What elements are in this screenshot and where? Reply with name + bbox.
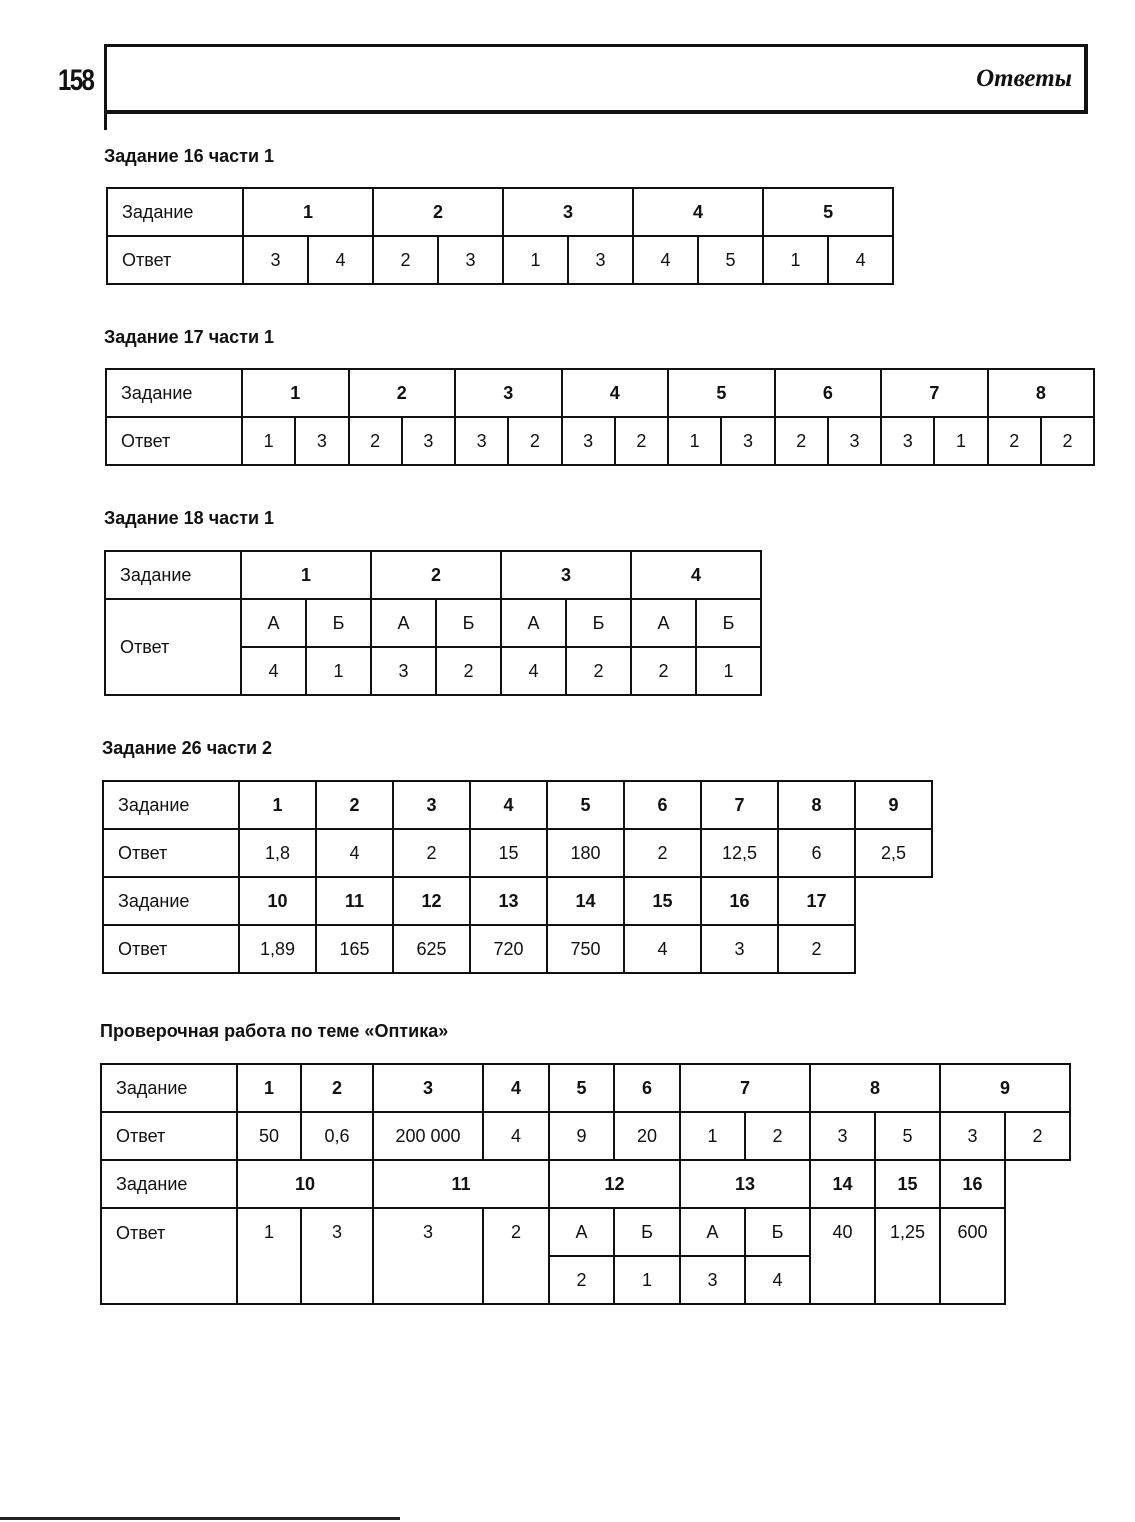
answer-cell: 3 xyxy=(680,1256,745,1304)
page-header xyxy=(104,44,1088,114)
answer-cell: 4 xyxy=(316,829,393,877)
answer-cell: 2 xyxy=(549,1256,614,1304)
row-label-task: Задание xyxy=(107,188,243,236)
answer-cell: 3 xyxy=(721,417,774,465)
answer-cell: 2 xyxy=(745,1112,810,1160)
letter-cell: Б xyxy=(306,599,371,647)
answer-cell: 3 xyxy=(371,647,436,695)
table-row xyxy=(106,369,1094,417)
row-label-answer: Ответ xyxy=(101,1208,237,1256)
letter-cell: Б xyxy=(696,599,761,647)
task-number: 6 xyxy=(614,1064,680,1112)
answer-cell: 2 xyxy=(349,417,402,465)
letter-cell: Б xyxy=(566,599,631,647)
task-number: 11 xyxy=(316,877,393,925)
task-number: 4 xyxy=(483,1064,549,1112)
answer-cell: 2 xyxy=(631,647,696,695)
answer-cell: 3 xyxy=(295,417,348,465)
task-number: 7 xyxy=(701,781,778,829)
answer-table-18 xyxy=(104,550,762,696)
answer-cell: 4 xyxy=(633,236,698,284)
task-number: 10 xyxy=(237,1160,373,1208)
task-number: 3 xyxy=(393,781,470,829)
answer-cell: 5 xyxy=(698,236,763,284)
row-label-answer: Ответ xyxy=(103,925,239,973)
answer-cell: 1 xyxy=(934,417,987,465)
task-number: 16 xyxy=(940,1160,1005,1208)
task-number: 1 xyxy=(241,551,371,599)
answer-cell: 3 xyxy=(881,417,934,465)
answer-table-16 xyxy=(106,187,894,285)
answer-cell: 4 xyxy=(308,236,373,284)
row-label-task: Задание xyxy=(103,877,239,925)
table-row xyxy=(103,829,932,877)
empty-cell xyxy=(301,1256,373,1304)
answer-cell: 2,5 xyxy=(855,829,932,877)
empty-cell xyxy=(855,877,932,925)
answer-cell: 4 xyxy=(624,925,701,973)
answer-cell: 2 xyxy=(778,925,855,973)
answer-cell: 2 xyxy=(508,417,561,465)
table-row xyxy=(101,1112,1070,1160)
answer-cell: 3 xyxy=(562,417,615,465)
empty-cell xyxy=(940,1256,1005,1304)
letter-cell: А xyxy=(371,599,436,647)
empty-cell xyxy=(1005,1208,1070,1256)
task-number: 5 xyxy=(668,369,775,417)
answer-cell: 2 xyxy=(373,236,438,284)
row-label-answer: Ответ xyxy=(101,1112,237,1160)
answer-cell: 3 xyxy=(701,925,778,973)
task-number: 5 xyxy=(547,781,624,829)
task-number: 5 xyxy=(549,1064,614,1112)
task-number: 2 xyxy=(371,551,501,599)
task-number: 16 xyxy=(701,877,778,925)
answer-cell: 2 xyxy=(566,647,631,695)
table-row xyxy=(101,1160,1070,1208)
letter-cell: Б xyxy=(745,1208,810,1256)
answer-cell: 180 xyxy=(547,829,624,877)
task-number: 7 xyxy=(881,369,988,417)
answer-cell: 2 xyxy=(1005,1112,1070,1160)
empty-cell xyxy=(1005,1256,1070,1304)
answer-cell: 2 xyxy=(988,417,1041,465)
empty-cell xyxy=(237,1256,301,1304)
answer-cell: 3 xyxy=(455,417,508,465)
task-number: 3 xyxy=(373,1064,483,1112)
task-number: 1 xyxy=(239,781,316,829)
table-row xyxy=(101,1064,1070,1112)
table-row xyxy=(105,599,761,647)
answer-cell: 3 xyxy=(568,236,633,284)
task-number: 2 xyxy=(349,369,456,417)
answer-cell: 600 xyxy=(940,1208,1005,1256)
table-row xyxy=(107,188,893,236)
answer-cell: 165 xyxy=(316,925,393,973)
header-title: Ответы xyxy=(976,65,1072,92)
table-row xyxy=(103,925,932,973)
task-number: 3 xyxy=(501,551,631,599)
row-label-task: Задание xyxy=(101,1064,237,1112)
answer-cell: 3 xyxy=(438,236,503,284)
answer-cell: 2 xyxy=(483,1208,549,1256)
answer-cell: 3 xyxy=(301,1208,373,1256)
answer-cell: 1,89 xyxy=(239,925,316,973)
answer-cell: 1,8 xyxy=(239,829,316,877)
empty-cell xyxy=(101,1256,237,1304)
empty-cell xyxy=(810,1256,875,1304)
header-divider xyxy=(104,112,107,130)
row-label-answer: Ответ xyxy=(107,236,243,284)
answer-cell: 3 xyxy=(810,1112,875,1160)
row-label-task: Задание xyxy=(101,1160,237,1208)
answer-cell: 1,25 xyxy=(875,1208,940,1256)
answer-cell: 15 xyxy=(470,829,547,877)
answer-cell: 1 xyxy=(242,417,295,465)
answer-cell: 1 xyxy=(614,1256,680,1304)
task-number: 9 xyxy=(855,781,932,829)
empty-cell xyxy=(483,1256,549,1304)
task-number: 2 xyxy=(316,781,393,829)
answer-cell: 9 xyxy=(549,1112,614,1160)
task-number: 1 xyxy=(242,369,349,417)
task-number: 4 xyxy=(633,188,763,236)
task-number: 13 xyxy=(680,1160,810,1208)
answer-cell: 720 xyxy=(470,925,547,973)
task-number: 4 xyxy=(470,781,547,829)
answer-cell: 4 xyxy=(483,1112,549,1160)
task-number: 4 xyxy=(562,369,669,417)
table-row xyxy=(103,877,932,925)
task-number: 15 xyxy=(624,877,701,925)
table-row xyxy=(107,236,893,284)
page-number: 158 xyxy=(58,64,94,97)
letter-cell: Б xyxy=(614,1208,680,1256)
answer-cell: 1 xyxy=(696,647,761,695)
task-number: 13 xyxy=(470,877,547,925)
row-label-answer: Ответ xyxy=(106,417,242,465)
answer-cell: 2 xyxy=(436,647,501,695)
answer-cell: 6 xyxy=(778,829,855,877)
row-label-task: Задание xyxy=(105,551,241,599)
task-number: 6 xyxy=(624,781,701,829)
section-title-26: Задание 26 части 2 xyxy=(102,738,273,758)
answer-cell: 2 xyxy=(775,417,828,465)
answer-cell: 1 xyxy=(763,236,828,284)
letter-cell: А xyxy=(631,599,696,647)
task-number: 8 xyxy=(988,369,1095,417)
task-number: 10 xyxy=(239,877,316,925)
task-number: 14 xyxy=(810,1160,875,1208)
table-row xyxy=(101,1208,1070,1256)
task-number: 15 xyxy=(875,1160,940,1208)
task-number: 1 xyxy=(237,1064,301,1112)
answer-cell: 4 xyxy=(501,647,566,695)
answer-table-17 xyxy=(105,368,1095,466)
row-label-task: Задание xyxy=(106,369,242,417)
answer-cell: 0,6 xyxy=(301,1112,373,1160)
task-number: 8 xyxy=(778,781,855,829)
row-label-task: Задание xyxy=(103,781,239,829)
answer-cell: 1 xyxy=(503,236,568,284)
task-number: 3 xyxy=(455,369,562,417)
answer-cell: 3 xyxy=(828,417,881,465)
answer-cell: 20 xyxy=(614,1112,680,1160)
answer-cell: 1 xyxy=(306,647,371,695)
empty-cell xyxy=(875,1256,940,1304)
answer-cell: 3 xyxy=(940,1112,1005,1160)
task-number: 17 xyxy=(778,877,855,925)
answer-cell: 2 xyxy=(393,829,470,877)
letter-cell: А xyxy=(680,1208,745,1256)
row-label-answer: Ответ xyxy=(103,829,239,877)
answer-cell: 2 xyxy=(615,417,668,465)
answer-cell: 200 000 xyxy=(373,1112,483,1160)
empty-cell xyxy=(855,925,932,973)
answer-cell: 5 xyxy=(875,1112,940,1160)
answer-cell: 12,5 xyxy=(701,829,778,877)
task-number: 7 xyxy=(680,1064,810,1112)
task-number: 8 xyxy=(810,1064,940,1112)
answer-cell: 750 xyxy=(547,925,624,973)
letter-cell: Б xyxy=(436,599,501,647)
answer-cell: 4 xyxy=(745,1256,810,1304)
answer-cell: 3 xyxy=(402,417,455,465)
task-number: 12 xyxy=(393,877,470,925)
letter-cell: А xyxy=(501,599,566,647)
letter-cell: А xyxy=(241,599,306,647)
answer-table-optics xyxy=(100,1063,1071,1305)
row-label-answer: Ответ xyxy=(105,599,241,695)
answer-cell: 1 xyxy=(237,1208,301,1256)
table-row xyxy=(105,551,761,599)
task-number: 5 xyxy=(763,188,893,236)
task-number: 2 xyxy=(301,1064,373,1112)
bottom-rule xyxy=(0,1517,400,1520)
section-title-optics: Проверочная работа по теме «Оптика» xyxy=(100,1021,449,1041)
table-row xyxy=(103,781,932,829)
empty-cell xyxy=(1005,1160,1070,1208)
task-number: 9 xyxy=(940,1064,1070,1112)
task-number: 11 xyxy=(373,1160,549,1208)
answer-cell: 4 xyxy=(241,647,306,695)
answer-cell: 1 xyxy=(668,417,721,465)
letter-cell: А xyxy=(549,1208,614,1256)
answer-cell: 4 xyxy=(828,236,893,284)
section-title-18: Задание 18 части 1 xyxy=(104,508,275,528)
answer-cell: 3 xyxy=(373,1208,483,1256)
answer-table-26 xyxy=(102,780,933,974)
task-number: 14 xyxy=(547,877,624,925)
answer-cell: 625 xyxy=(393,925,470,973)
answer-cell: 50 xyxy=(237,1112,301,1160)
answer-cell: 40 xyxy=(810,1208,875,1256)
section-title-17: Задание 17 части 1 xyxy=(104,327,275,347)
answer-cell: 1 xyxy=(680,1112,745,1160)
answer-cell: 2 xyxy=(624,829,701,877)
table-row xyxy=(101,1256,1070,1304)
task-number: 3 xyxy=(503,188,633,236)
answer-cell: 3 xyxy=(243,236,308,284)
task-number: 1 xyxy=(243,188,373,236)
empty-cell xyxy=(373,1256,483,1304)
task-number: 12 xyxy=(549,1160,680,1208)
task-number: 6 xyxy=(775,369,882,417)
section-title-16: Задание 16 части 1 xyxy=(104,146,275,166)
answer-cell: 2 xyxy=(1041,417,1094,465)
task-number: 4 xyxy=(631,551,761,599)
table-row xyxy=(106,417,1094,465)
task-number: 2 xyxy=(373,188,503,236)
